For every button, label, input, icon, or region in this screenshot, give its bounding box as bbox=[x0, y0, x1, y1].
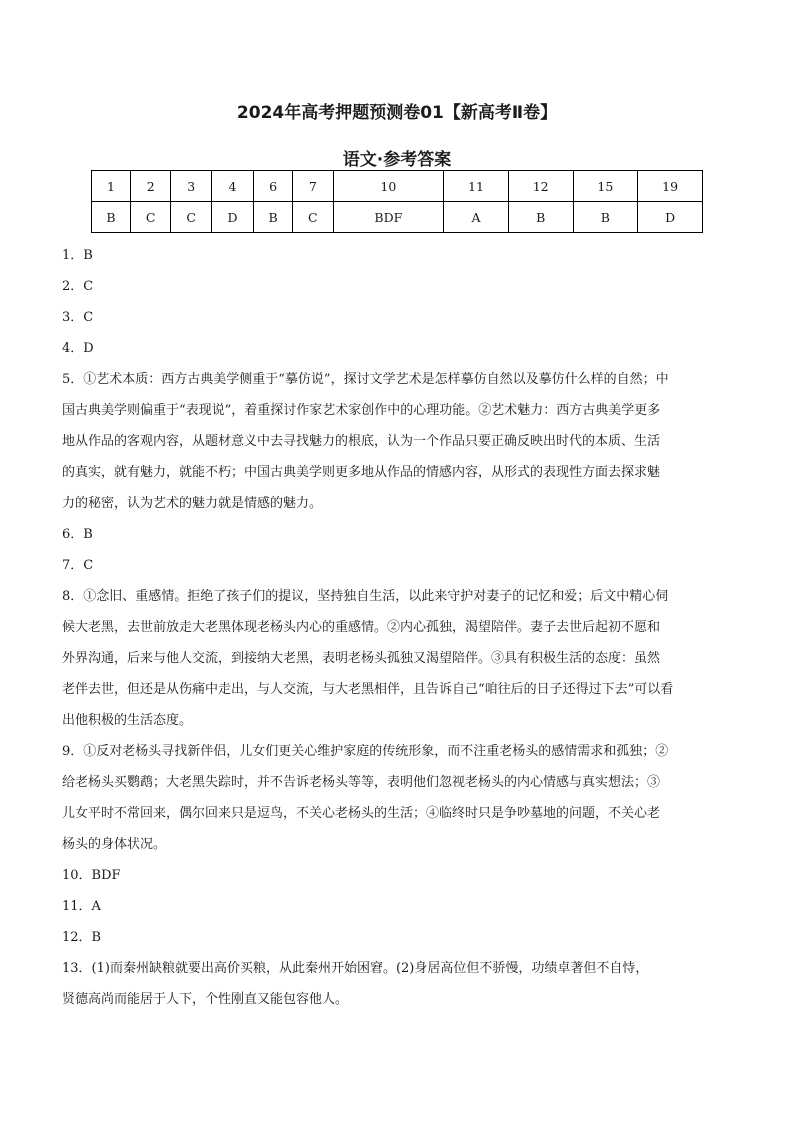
question-number-cell: 7 bbox=[293, 171, 333, 202]
answer-line: 12．B bbox=[62, 930, 102, 945]
answer-line: 候大老黑，去世前放走大老黑体现老杨头内心的重感情。②内心孤独，渴望陪伴。妻子去世后起初不愿和 bbox=[62, 620, 661, 635]
answer-cell: B bbox=[254, 202, 293, 233]
page-title: 2024年高考押题预测卷01【新高考Ⅱ卷】 bbox=[236, 103, 558, 123]
answer-line: 5．①艺术本质：西方古典美学侧重于“摹仿说”，探讨文学艺术是怎样摹仿自然以及摹仿什么样的自然；中 bbox=[62, 372, 669, 387]
question-number-cell: 4 bbox=[211, 171, 253, 202]
answer-line: 13．(1)而秦州缺粮就要出高价买粮，从此秦州开始困窘。(2)身居高位但不骄慢，功绩卓著但不自恃， bbox=[62, 961, 649, 976]
question-number-cell: 2 bbox=[130, 171, 170, 202]
answer-cell: A bbox=[444, 202, 509, 233]
answer-line: 力的秘密，认为艺术的魅力就是情感的魅力。 bbox=[62, 496, 323, 511]
question-number-row bbox=[92, 171, 703, 202]
answer-line: 7．C bbox=[62, 558, 94, 573]
answer-table bbox=[91, 170, 703, 233]
answer-cell: B bbox=[573, 202, 638, 233]
question-number-cell: 19 bbox=[638, 171, 703, 202]
answer-cell: C bbox=[130, 202, 170, 233]
answer-line: 老伴去世，但还是从伤痛中走出，与人交流，与大老黑相伴，且告诉自己“咱往后的日子还得过下去”可以看 bbox=[62, 682, 674, 697]
answer-line: 6．B bbox=[62, 527, 93, 542]
question-number-cell: 11 bbox=[444, 171, 509, 202]
answer-cell: BDF bbox=[333, 202, 444, 233]
question-number-cell: 10 bbox=[333, 171, 444, 202]
answer-line: 3．C bbox=[62, 310, 94, 325]
answer-line: 给老杨头买鹦鹉；大老黑失踪时，并不告诉老杨头等等，表明他们忽视老杨头的内心情感与真实想法；③ bbox=[62, 775, 661, 790]
page-subtitle: 语文·参考答案 bbox=[342, 150, 452, 170]
answer-line: 1．B bbox=[62, 248, 93, 263]
question-number-cell: 1 bbox=[92, 171, 131, 202]
answer-row bbox=[92, 202, 703, 233]
question-number-cell: 15 bbox=[573, 171, 638, 202]
answer-line: 9．①反对老杨头寻找新伴侣，儿女们更关心维护家庭的传统形象，而不注重老杨头的感情需求和孤独；② bbox=[62, 744, 669, 759]
answer-line: 的真实，就有魅力，就能不朽；中国古典美学则更多地从作品的情感内容，从形式的表现性方面去探求魅 bbox=[62, 465, 661, 480]
answer-line: 杨头的身体状况。 bbox=[62, 837, 167, 852]
answer-line: 贤德高尚而能居于人下，个性刚直又能包容他人。 bbox=[62, 992, 349, 1007]
answer-line: 地从作品的客观内容，从题材意义中去寻找魅力的根底，认为一个作品只要正确反映出时代的本质、生活 bbox=[62, 434, 661, 449]
answer-line: 国古典美学则偏重于“表现说”，着重探讨作家艺术家创作中的心理功能。②艺术魅力：西方古典美学更多 bbox=[62, 403, 661, 418]
answer-cell: B bbox=[92, 202, 131, 233]
question-number-cell: 12 bbox=[508, 171, 573, 202]
answer-line: 10．BDF bbox=[62, 868, 121, 883]
answer-cell: B bbox=[508, 202, 573, 233]
answer-line: 2．C bbox=[62, 279, 94, 294]
answer-cell: C bbox=[293, 202, 333, 233]
answer-explanations bbox=[62, 240, 734, 1015]
answer-cell: D bbox=[638, 202, 703, 233]
answer-line: 出他积极的生活态度。 bbox=[62, 713, 193, 728]
answer-line: 外界沟通，后来与他人交流，到接纳大老黑，表明老杨头孤独又渴望陪伴。③具有积极生活的态度：虽然 bbox=[62, 651, 661, 666]
question-number-cell: 6 bbox=[254, 171, 293, 202]
answer-cell: D bbox=[211, 202, 253, 233]
answer-line: 4．D bbox=[62, 341, 94, 356]
question-number-cell: 3 bbox=[171, 171, 211, 202]
answer-line: 11．A bbox=[62, 899, 101, 914]
answer-line: 8．①念旧、重感情。拒绝了孩子们的提议，坚持独自生活，以此来守护对妻子的记忆和爱；后文中精心伺 bbox=[62, 589, 669, 604]
answer-line: 儿女平时不常回来，偶尔回来只是逗鸟，不关心老杨头的生活；④临终时只是争吵墓地的问题，不关心老 bbox=[62, 806, 661, 821]
answer-cell: C bbox=[171, 202, 211, 233]
